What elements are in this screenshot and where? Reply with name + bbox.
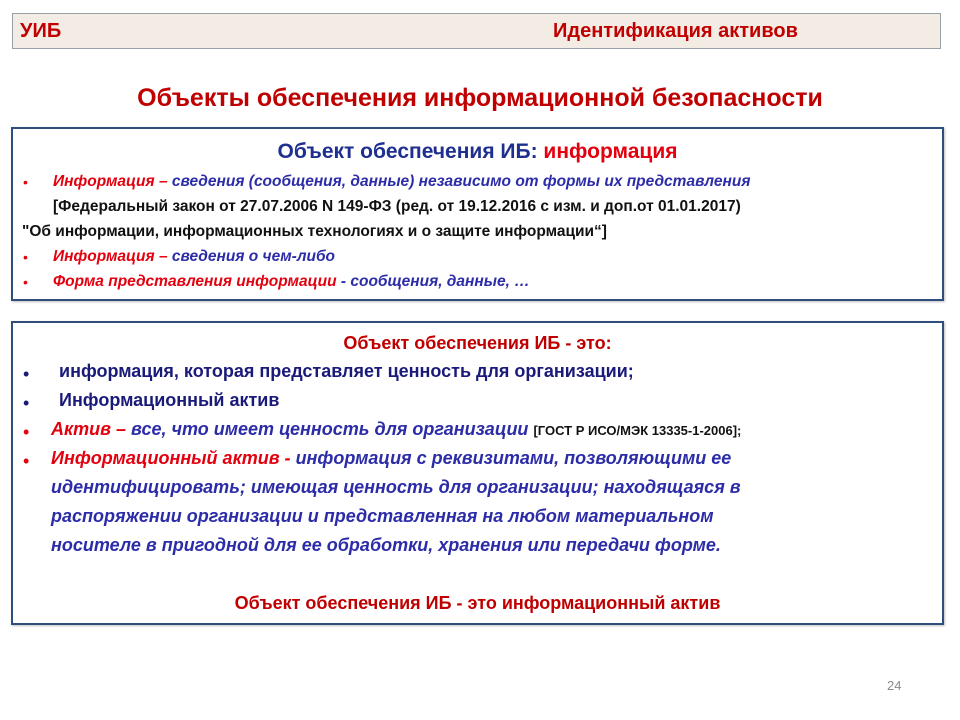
list-item-presentation-form: Форма представления информации - сообщения, данные, … xyxy=(53,273,530,290)
header-section-title: Идентификация активов xyxy=(553,20,798,42)
heading-highlight: информация xyxy=(543,140,678,163)
bullet-icon: • xyxy=(23,274,28,290)
bullet-icon: • xyxy=(23,393,30,413)
gost-reference: [ГОСТ Р ИСО/МЭК 13335-1-2006]; xyxy=(533,423,742,438)
header-brand: УИБ xyxy=(20,20,62,42)
heading-prefix: Объект обеспечения ИБ: xyxy=(277,140,544,163)
conclusion-text: Объект обеспечения ИБ - это информационный актив xyxy=(234,593,721,613)
bullet-icon: • xyxy=(23,364,30,384)
definition-continuation: носителе в пригодной для ее обработки, хранения или передачи форме. xyxy=(51,535,721,555)
bullet-icon: • xyxy=(23,422,30,442)
law-title: "Об информации, информационных технологиях и о защите информации“] xyxy=(22,223,607,240)
bullet-icon: • xyxy=(23,174,28,190)
info-object-box xyxy=(11,127,944,301)
definition-continuation: идентифицировать; имеющая ценность для организации; находящаяся в xyxy=(51,477,741,497)
list-item-asset-definition: Актив – все, что имеет ценность для организации [ГОСТ Р ИСО/МЭК 13335-1-2006]; xyxy=(51,419,742,439)
list-item-valuable-information: информация, которая представляет ценность для организации; xyxy=(59,361,634,381)
slide-title: Объекты обеспечения информационной безопасности xyxy=(137,84,823,112)
security-object-heading: Объект обеспечения ИБ - это: xyxy=(343,333,612,353)
list-item-information-short: Информация – сведения о чем-либо xyxy=(53,248,336,265)
bullet-icon: • xyxy=(23,451,30,471)
info-object-heading xyxy=(13,140,942,164)
slide-header xyxy=(12,13,941,49)
security-object-box xyxy=(11,321,944,625)
list-item-information-asset-definition: Информационный актив - информация с реквизитами, позволяющими ее xyxy=(51,448,732,468)
law-reference: [Федеральный закон от 27.07.2006 N 149-ФЗ (ред. от 19.12.2016 с изм. и доп.от 01.01.2017) xyxy=(53,198,741,215)
page-number: 24 xyxy=(887,678,902,693)
list-item-information-asset: Информационный актив xyxy=(59,390,280,410)
list-item-information-definition: Информация – сведения (сообщения, данные) независимо от формы их представления xyxy=(53,173,751,190)
bullet-icon: • xyxy=(23,249,28,265)
definition-continuation: распоряжении организации и представленная на любом материальном xyxy=(51,506,714,526)
